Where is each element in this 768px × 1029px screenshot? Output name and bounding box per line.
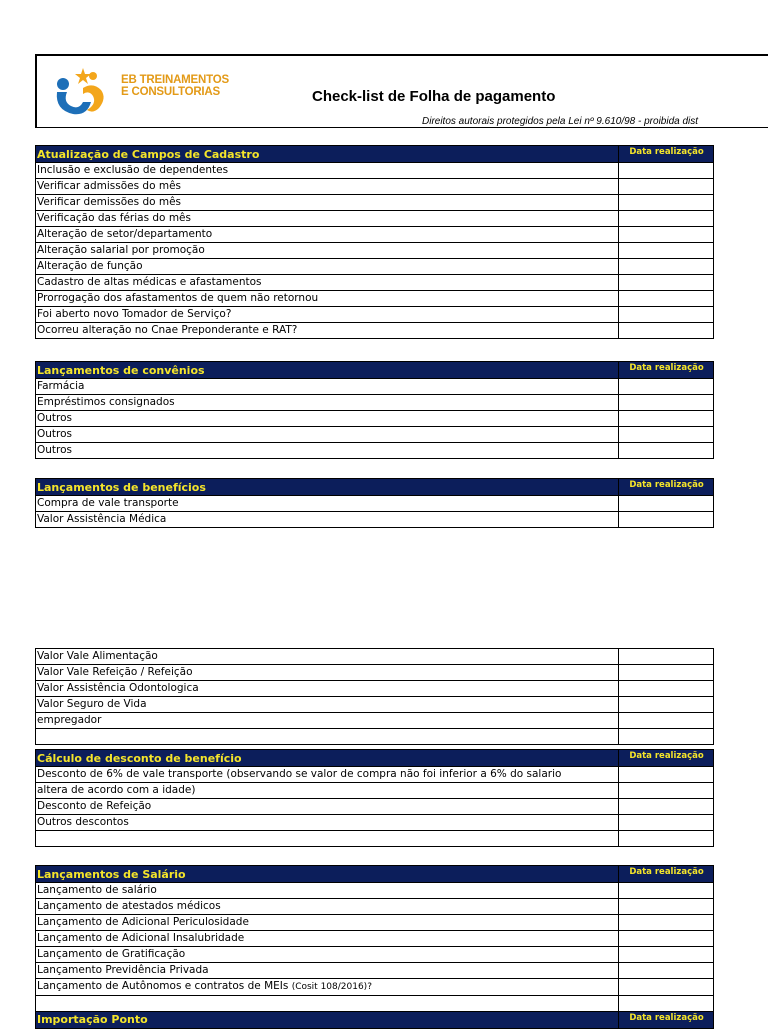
- date-column-header: Data realização: [619, 146, 714, 163]
- task-cell: Valor Vale Alimentação: [36, 649, 619, 665]
- table-row: [36, 195, 714, 211]
- task-cell: empregador: [36, 713, 619, 729]
- section-header: [36, 146, 714, 163]
- table-row: [36, 931, 714, 947]
- section-title: Lançamentos de benefícios: [36, 479, 619, 496]
- date-cell[interactable]: [619, 681, 714, 697]
- task-cell: Valor Assistência Médica: [36, 512, 619, 528]
- table-row: [36, 443, 714, 459]
- table-row: [36, 979, 714, 996]
- table-row: [36, 883, 714, 899]
- date-cell[interactable]: [619, 211, 714, 227]
- date-cell[interactable]: [619, 931, 714, 947]
- date-cell[interactable]: [619, 275, 714, 291]
- section-header: [36, 866, 714, 883]
- table-row: [36, 649, 714, 665]
- date-cell[interactable]: [619, 899, 714, 915]
- section-header: [36, 750, 714, 767]
- task-text: Lançamento de Autônomos e contratos de MEIs: [37, 980, 289, 992]
- date-cell[interactable]: [619, 947, 714, 963]
- task-cell: Outros: [36, 427, 619, 443]
- table-row: [36, 783, 714, 799]
- task-cell: Verificar admissões do mês: [36, 179, 619, 195]
- table-row: [36, 411, 714, 427]
- date-cell[interactable]: [619, 883, 714, 899]
- date-cell[interactable]: [619, 443, 714, 459]
- date-column-header: Data realização: [619, 866, 714, 883]
- table-row: [36, 211, 714, 227]
- date-cell[interactable]: [619, 963, 714, 979]
- table-row: [36, 996, 714, 1012]
- task-cell: Empréstimos consignados: [36, 395, 619, 411]
- table-row: [36, 947, 714, 963]
- logo-text: [121, 74, 229, 98]
- date-cell[interactable]: [619, 729, 714, 745]
- date-column-header: Data realização: [619, 362, 714, 379]
- table-row: [36, 323, 714, 339]
- table-row: [36, 259, 714, 275]
- date-cell[interactable]: [619, 163, 714, 179]
- legal-note: (Cosit 108/2016)?: [291, 982, 372, 992]
- task-cell: Foi aberto novo Tomador de Serviço?: [36, 307, 619, 323]
- table-row: [36, 496, 714, 512]
- date-cell[interactable]: [619, 915, 714, 931]
- date-cell[interactable]: [619, 831, 714, 847]
- date-cell[interactable]: [619, 379, 714, 395]
- logo-line-2: E CONSULTORIAS: [121, 86, 221, 98]
- task-cell: Prorrogação dos afastamentos de quem não retornou: [36, 291, 619, 307]
- date-cell[interactable]: [619, 243, 714, 259]
- section-header: [36, 479, 714, 496]
- task-cell: Compra de vale transporte: [36, 496, 619, 512]
- date-cell[interactable]: [619, 767, 714, 783]
- table-row: [36, 681, 714, 697]
- section-header: [36, 362, 714, 379]
- date-cell[interactable]: [619, 227, 714, 243]
- table-row: [36, 831, 714, 847]
- section-title: Importação Ponto: [36, 1011, 619, 1028]
- task-cell: [36, 996, 619, 1012]
- table-row: [36, 799, 714, 815]
- date-cell[interactable]: [619, 713, 714, 729]
- table-row: [36, 379, 714, 395]
- date-cell[interactable]: [619, 697, 714, 713]
- section-beneficios: [35, 478, 714, 528]
- copyright-notice: Direitos autorais protegidos pela Lei nº 9.610/98 - proibida dist: [422, 116, 699, 127]
- table-row: [36, 275, 714, 291]
- task-cell: Outros: [36, 443, 619, 459]
- task-cell: Inclusão e exclusão de dependentes: [36, 163, 619, 179]
- task-cell: Outros descontos: [36, 815, 619, 831]
- date-cell[interactable]: [619, 411, 714, 427]
- section-salario: [35, 865, 714, 1029]
- task-cell: Desconto de Refeição: [36, 799, 619, 815]
- task-cell: Valor Vale Refeição / Refeição: [36, 665, 619, 681]
- task-cell: Lançamento de Gratificação: [36, 947, 619, 963]
- date-cell[interactable]: [619, 291, 714, 307]
- date-cell[interactable]: [619, 512, 714, 528]
- date-cell[interactable]: [619, 323, 714, 339]
- table-row: [36, 427, 714, 443]
- date-cell[interactable]: [619, 649, 714, 665]
- task-cell: Alteração salarial por promoção: [36, 243, 619, 259]
- task-cell: Valor Seguro de Vida: [36, 697, 619, 713]
- date-cell[interactable]: [619, 799, 714, 815]
- task-cell: [36, 729, 619, 745]
- table-row: [36, 227, 714, 243]
- task-cell: [36, 831, 619, 847]
- table-row: [36, 179, 714, 195]
- section-title: Lançamentos de convênios: [36, 362, 619, 379]
- task-cell: Valor Assistência Odontologica: [36, 681, 619, 697]
- document-header: [35, 54, 768, 128]
- date-cell[interactable]: [619, 496, 714, 512]
- table-row: [36, 307, 714, 323]
- table-row: [36, 767, 714, 783]
- task-cell: Outros: [36, 411, 619, 427]
- table-row: [36, 665, 714, 681]
- table-row: [36, 815, 714, 831]
- date-cell[interactable]: [619, 979, 714, 996]
- date-column-header: Data realização: [619, 750, 714, 767]
- task-cell: Ocorreu alteração no Cnae Preponderante e RAT?: [36, 323, 619, 339]
- table-row: [36, 243, 714, 259]
- date-column-header: Data realização: [619, 1011, 714, 1028]
- task-cell: Alteração de setor/departamento: [36, 227, 619, 243]
- section-title: Atualização de Campos de Cadastro: [36, 146, 619, 163]
- section-cadastro: [35, 145, 714, 339]
- table-row: [36, 163, 714, 179]
- page-title: Check-list de Folha de pagamento: [312, 88, 556, 105]
- date-cell[interactable]: [619, 179, 714, 195]
- date-cell[interactable]: [619, 783, 714, 799]
- date-cell[interactable]: [619, 815, 714, 831]
- table-row: [36, 395, 714, 411]
- task-cell: Alteração de função: [36, 259, 619, 275]
- date-cell[interactable]: [619, 665, 714, 681]
- date-cell[interactable]: [619, 307, 714, 323]
- task-cell: Lançamento de atestados médicos: [36, 899, 619, 915]
- task-cell: Lançamento de Adicional Insalubridade: [36, 931, 619, 947]
- date-cell[interactable]: [619, 259, 714, 275]
- table-row: [36, 697, 714, 713]
- task-cell: Farmácia: [36, 379, 619, 395]
- task-cell: Lançamento de salário: [36, 883, 619, 899]
- section-header: [36, 1011, 714, 1028]
- task-cell: altera de acordo com a idade): [36, 783, 619, 799]
- section-title: Lançamentos de Salário: [36, 866, 619, 883]
- date-cell[interactable]: [619, 996, 714, 1012]
- table-row: [36, 512, 714, 528]
- table-row: [36, 915, 714, 931]
- task-cell: Cadastro de altas médicas e afastamentos: [36, 275, 619, 291]
- task-cell: Verificação das férias do mês: [36, 211, 619, 227]
- company-logo-icon: [53, 66, 113, 118]
- section-desconto-beneficio: [35, 749, 714, 847]
- task-cell: [36, 979, 619, 996]
- task-cell: Lançamento de Adicional Periculosidade: [36, 915, 619, 931]
- date-column-header: Data realização: [619, 479, 714, 496]
- section-convenios: [35, 361, 714, 459]
- task-cell: Verificar demissões do mês: [36, 195, 619, 211]
- table-row: [36, 729, 714, 745]
- task-cell: Lançamento Previdência Privada: [36, 963, 619, 979]
- table-row: [36, 899, 714, 915]
- section-title: Cálculo de desconto de benefício: [36, 750, 619, 767]
- date-cell[interactable]: [619, 195, 714, 211]
- task-cell: Desconto de 6% de vale transporte (observando se valor de compra não foi inferior a 6% do salario: [36, 767, 619, 783]
- table-row: [36, 713, 714, 729]
- date-cell[interactable]: [619, 395, 714, 411]
- section-beneficios-continued: [35, 648, 714, 745]
- table-row: [36, 291, 714, 307]
- logo-line-1: EB TREINAMENTOS: [121, 74, 229, 86]
- date-cell[interactable]: [619, 427, 714, 443]
- table-row: [36, 963, 714, 979]
